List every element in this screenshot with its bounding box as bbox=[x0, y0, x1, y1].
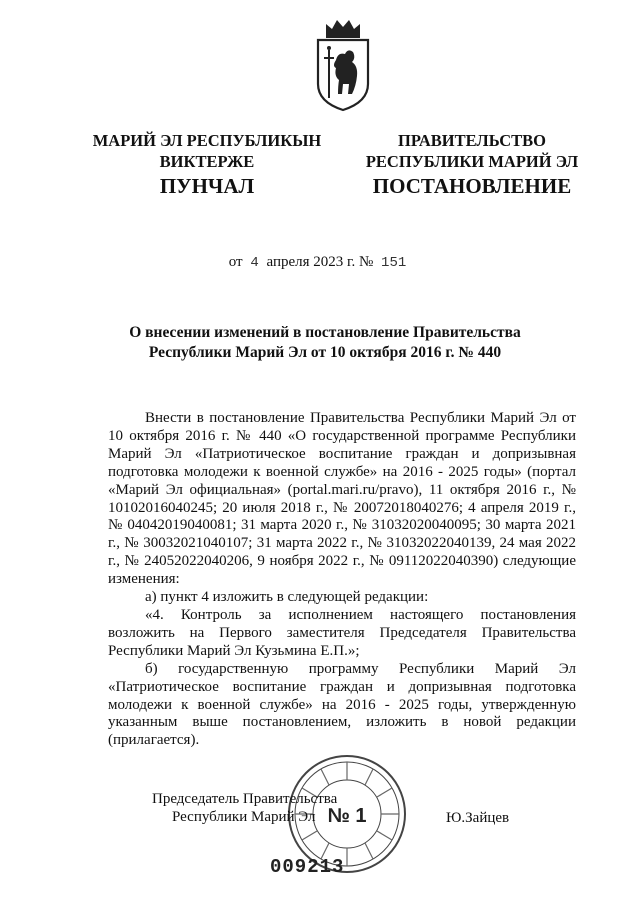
document-number: 151 bbox=[381, 255, 407, 271]
body-paragraph-quote: «4. Контроль за исполнением настоящего постановления возложить на Первого заместителя Председателя Правительства Республики Марий Эл Кузьмина Е.П.»; bbox=[108, 606, 576, 659]
header-left-organization bbox=[92, 130, 322, 172]
date-day: 4 bbox=[250, 255, 259, 271]
signatory-position bbox=[152, 790, 337, 826]
title-line1: О внесении изменений в постановление Правительства bbox=[129, 324, 521, 341]
header-right-line1: ПРАВИТЕЛЬСТВО bbox=[398, 131, 546, 150]
body-paragraph-main: Внести в постановление Правительства Республики Марий Эл от 10 октября 2016 г. № 440 «О государственной программе Республики Марий Эл «Патриотическое воспитание граждан и допризывная подготовка молодежи к военной службе» на 2016 - 2025 годы» (портал «Марий Эл официальная» (portal.mari.ru/pravo), 11 октября 2016 г., № 10102016040245; 20 июля 2018 г., № 20072018040276; 4 апреля 2019 г., № 04042019040081; 31 марта 2020 г., № 31032020040095; 30 марта 2021 г., № 30032021040107; 31 марта 2022 г., № 31032022040139, 24 мая 2022 г., № 24052022040206, 9 ноября 2022 г., № 09112022040390) следующие изменения: bbox=[108, 410, 576, 588]
header-right-line2: РЕСПУБЛИКИ МАРИЙ ЭЛ bbox=[365, 152, 579, 171]
stamp-number: № 1 bbox=[327, 805, 367, 827]
coat-of-arms-icon bbox=[312, 14, 374, 114]
header-left-line1: МАРИЙ ЭЛ РЕСПУБЛИКЫН bbox=[92, 131, 322, 150]
doctype-left: ПУНЧАЛ bbox=[159, 174, 255, 198]
body-paragraph-a: а) пункт 4 изложить в следующей редакции: bbox=[145, 589, 429, 606]
signatory-name: Ю.Зайцев bbox=[446, 810, 510, 826]
signatory-position-line1: Председатель Правительства bbox=[152, 791, 338, 807]
header-left-line2: ВИКТЕРЖЕ bbox=[159, 152, 255, 171]
document-title bbox=[90, 323, 560, 363]
date-prefix: от bbox=[228, 254, 243, 270]
signatory-position-line2: Республики Марий Эл bbox=[172, 809, 316, 825]
document-body bbox=[108, 410, 576, 750]
header-right-organization bbox=[352, 130, 592, 172]
serial-number: 009213 bbox=[270, 856, 345, 878]
doctype-right: ПОСТАНОВЛЕНИЕ bbox=[372, 174, 572, 198]
date-line bbox=[0, 254, 639, 271]
date-month-year: апреля 2023 г. № bbox=[266, 254, 374, 270]
title-line2: Республики Марий Эл от 10 октября 2016 г. № 440 bbox=[148, 344, 502, 361]
body-paragraph-b: б) государственную программу Республики Марий Эл «Патриотическое воспитание граждан и допризывная подготовка молодежи к военной службе» на 2016 - 2025 годы, утвержденную указанным выше постановлением, изложить в новой редакции (прилагается). bbox=[108, 660, 576, 749]
